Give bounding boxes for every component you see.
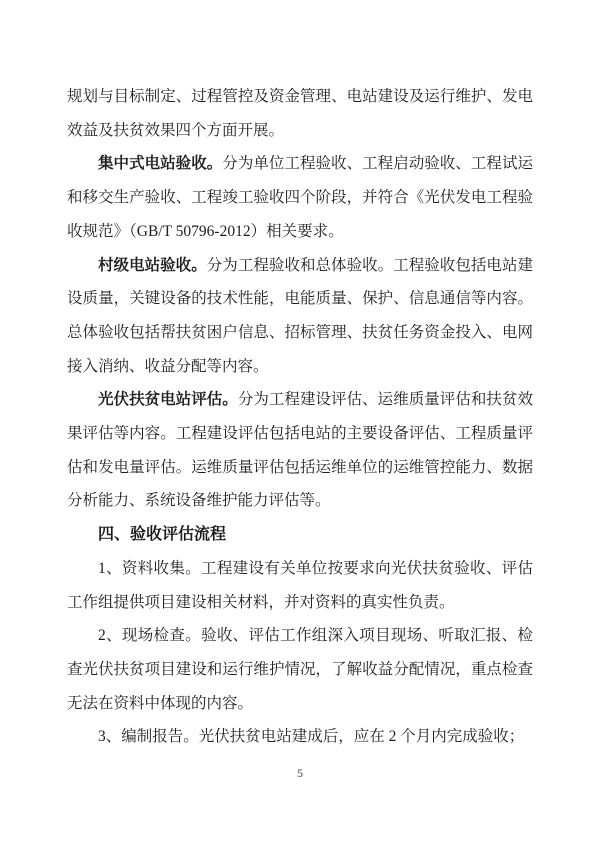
paragraph-lead: 光伏扶贫电站评估。 — [98, 391, 238, 409]
paragraph-text: 分为工程验收和总体验收。工程验收包括电站建设质量，关键设备的技术性能，电能质量、保护、信息通信等内容。总体验收包括帮扶贫困户信息、招标管理、扶贫任务资金投入、电网接入消纳、收益分配等内容。 — [67, 256, 533, 375]
step-text: 2、现场检查。验收、评估工作组深入项目现场、听取汇报、检查光伏扶贫项目建设和运行维护情况，了解收益分配情况，重点检查无法在资料中体现的内容。 — [67, 627, 533, 712]
page-number: 5 — [297, 766, 303, 780]
text-block — [67, 80, 533, 754]
paragraph-lead: 集中式电站验收。 — [98, 155, 223, 173]
step-text: 3、编制报告。光伏扶贫电站建成后，应在 2 个月内完成验收； — [98, 728, 525, 746]
paragraph-pv-evaluation — [67, 383, 533, 518]
paragraph-village-station — [67, 249, 533, 384]
paragraph-text: 规划与目标制定、过程管控及资金管理、电站建设及运行维护、发电效益及扶贫效果四个方面开展。 — [67, 88, 533, 139]
paragraph-text: 分为单位工程验收、工程启动验收、工程试运和移交生产验收、工程竣工验收四个阶段，并符合《光伏发电工程验收规范》（GB/T 50796-2012）相关要求。 — [67, 155, 533, 240]
step-1-data-collection — [67, 552, 533, 619]
step-text: 1、资料收集。工程建设有关单位按要求向光伏扶贫验收、评估工作组提供项目建设相关材料，并对资料的真实性负责。 — [67, 559, 533, 611]
section-heading: 四、验收评估流程 — [98, 526, 227, 544]
paragraph-continuation — [67, 80, 533, 147]
step-2-site-inspection — [67, 619, 533, 720]
paragraph-lead: 村级电站验收。 — [98, 256, 207, 274]
paragraph-text: 分为工程建设评估、运维质量评估和扶贫效果评估等内容。工程建设评估包括电站的主要设备评估、工程质量评估和发电量评估。运维质量评估包括运维单位的运维管控能力、数据分析能力、系统设备维护能力评估等。 — [67, 391, 533, 510]
step-3-report-compilation — [67, 720, 533, 754]
paragraph-centralized-station — [67, 147, 533, 248]
